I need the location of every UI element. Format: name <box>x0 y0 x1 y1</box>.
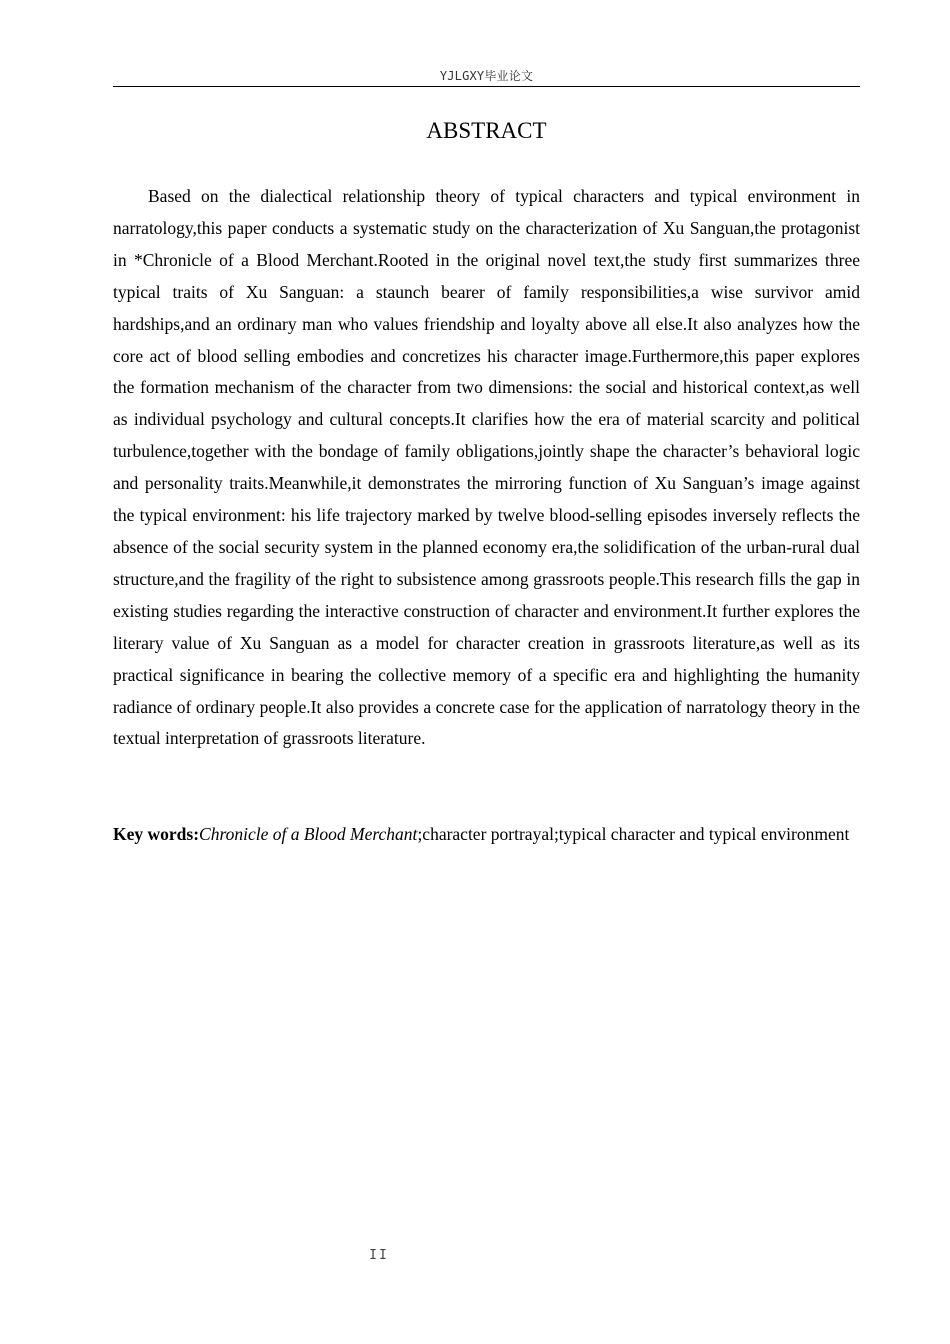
keywords-label: Key words: <box>113 824 200 844</box>
page-header <box>113 66 860 87</box>
keywords-list: ;character portrayal;typical character and typical environment <box>417 824 850 844</box>
keywords-paragraph <box>113 819 860 851</box>
header-text: YJLGXY毕业论文 <box>439 69 534 83</box>
abstract-body: Based on the dialectical relationship theory of typical characters and typical environment in narratology,this paper conducts a systematic study on the characterization of Xu Sanguan,the protagonist in *Chronicle of a Blood Merchant.Rooted in the original novel text,the study first summarizes three typical traits of Xu Sanguan: a staunch bearer of family responsibilities,a wise survivor amid hardships,and an ordinary man who values friendship and loyalty above all else.It also analyzes how the core act of blood selling embodies and concretizes his character image.Furthermore,this paper explores the formation mechanism of the character from two dimensions: the social and historical context,as well as individual psychology and cultural concepts.It clarifies how the era of material scarcity and political turbulence,together with the bondage of family obligations,jointly shape the character’s behavioral logic and personality traits.Meanwhile,it demonstrates the mirroring function of Xu Sanguan’s image against the typical environment: his life trajectory marked by twelve blood-selling episodes inversely reflects the absence of the social security system in the planned economy era,the solidification of the urban-rural dual structure,and the fragility of the right to subsistence among grassroots people.This research fills the gap in existing studies regarding the interactive construction of character and environment.It further explores the literary value of Xu Sanguan as a model for character creation in grassroots literature,as well as its practical significance in bearing the collective memory of a specific era and highlighting the humanity radiance of ordinary people.It also provides a concrete case for the application of narratology theory in the textual interpretation of grassroots literature. <box>113 186 860 749</box>
keywords-book-title: Chronicle of a Blood Merchant <box>199 824 418 844</box>
page-number: II <box>369 1248 389 1263</box>
abstract-title: ABSTRACT <box>426 118 547 143</box>
